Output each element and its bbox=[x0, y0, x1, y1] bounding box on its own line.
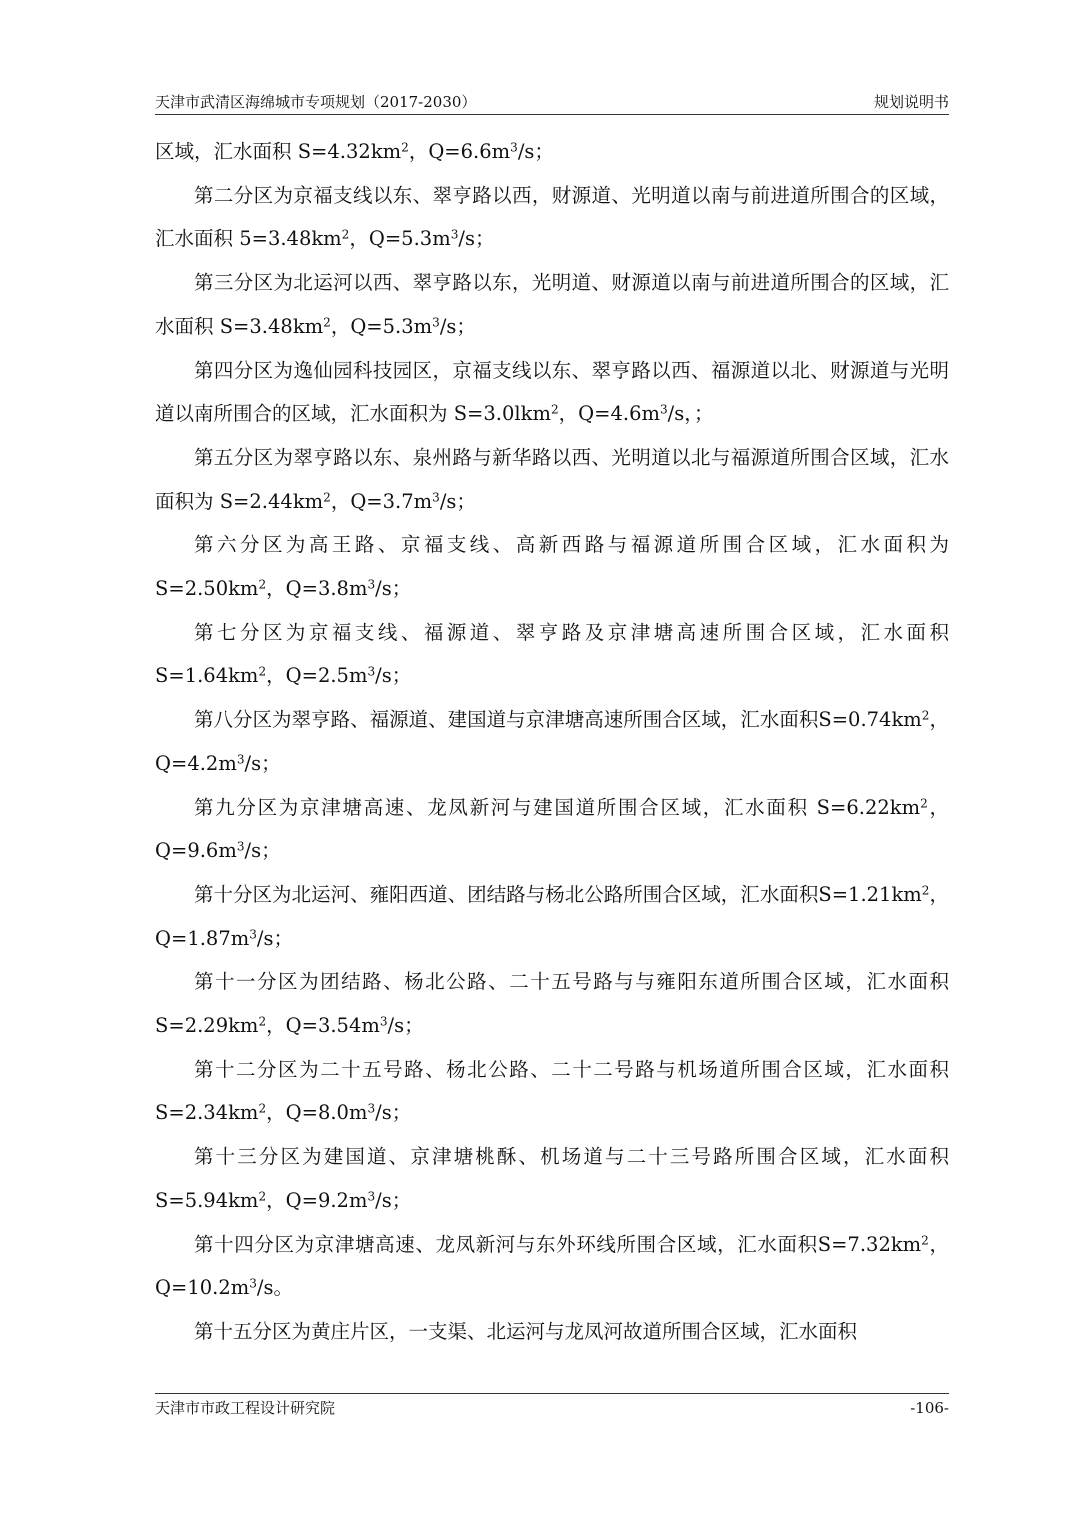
paragraph-zone-3: 第三分区为北运河以西、翠亨路以东，光明道、财源道以南与前进道所围合的区域，汇水面积 $S=3.48km^2$，$Q=5.3m^3/s$； bbox=[155, 271, 949, 338]
document-title: 天津市武清区海绵城市专项规划（2017-2030） bbox=[155, 93, 477, 111]
paragraph-zone-11: 第十一分区为团结路、杨北公路、二十五号路与与雍阳东道所围合区域，汇水面积 $S=2.29km^2$，$Q=3.54m^3/s$； bbox=[155, 970, 949, 1038]
page-header bbox=[155, 92, 949, 115]
page-footer bbox=[155, 1393, 949, 1418]
paragraph-zone-9: 第九分区为京津塘高速、龙凤新河与建国道所围合区域，汇水面积 $S=6.22km^2$，$Q=9.6m^3/s$； bbox=[155, 795, 949, 863]
paragraph-zone-5: 第五分区为翠亨路以东、泉州路与新华路以西、光明道以北与福源道所围合区域，汇水面积为 $S=2.44km^2$，$Q=3.7m^3/s$； bbox=[155, 445, 949, 513]
paragraph-zone-12: 第十二分区为二十五号路、杨北公路、二十二号路与机场道所围合区域，汇水面积 $S=2.34km^2$，$Q=8.0m^3/s$； bbox=[155, 1057, 949, 1125]
paragraph-zone-8: 第八分区为翠亨路、福源道、建国道与京津塘高速所围合区域，汇水面积$S=0.74km^2$，$Q=4.2m^3/s$； bbox=[155, 708, 949, 775]
paragraph-zone-6: 第六分区为高王路、京福支线、高新西路与福源道所围合区域，汇水面积为$S=2.50km^2$，$Q=3.8m^3/s$； bbox=[155, 533, 949, 601]
paragraph-zone-7: 第七分区为京福支线、福源道、翠亨路及京津塘高速所围合区域，汇水面积$S=1.64km^2$，$Q=2.5m^3/s$； bbox=[155, 620, 949, 688]
paragraph-continuation: 区域，汇水面积 $S=4.32km^2$，$Q=6.6m^3/s$； bbox=[155, 140, 554, 163]
paragraph-zone-13: 第十三分区为建国道、京津塘桃酥、机场道与二十三号路所围合区域，汇水面积$S=5.94km^2$，$Q=9.2m^3/s$； bbox=[155, 1145, 949, 1212]
page-number: -106- bbox=[910, 1399, 949, 1417]
paragraph-zone-15: 第十五分区为黄庄片区，一支渠、北运河与龙凤河故道所围合区域，汇水面积 bbox=[194, 1319, 858, 1343]
paragraph-zone-2: 第二分区为京福支线以东、翠亨路以西，财源道、光明道以南与前进道所围合的区域，汇水面积 $5=3.48km^2$，$Q=5.3m^3/s$； bbox=[155, 183, 949, 251]
paragraph-zone-10: 第十分区为北运河、雍阳西道、团结路与杨北公路所围合区域，汇水面积$S=1.21km^2$，$Q=1.87m^3/s$； bbox=[155, 882, 949, 950]
document-section: 规划说明书 bbox=[873, 93, 949, 111]
paragraph-zone-4: 第四分区为逸仙园科技园区，京福支线以东、翠亨路以西、福源道以北、财源道与光明道以南所围合的区域，汇水面积为 S=3.0lkm$^2$，$Q=4.6m^3/s$，； bbox=[155, 358, 949, 426]
organization-name: 天津市市政工程设计研究院 bbox=[155, 1399, 336, 1417]
paragraph-zone-14: 第十四分区为京津塘高速、龙凤新河与东外环线所围合区域，汇水面积$S=7.32km^2$，$Q=10.2m^3/s$。 bbox=[155, 1232, 949, 1300]
body-text bbox=[155, 130, 949, 1354]
